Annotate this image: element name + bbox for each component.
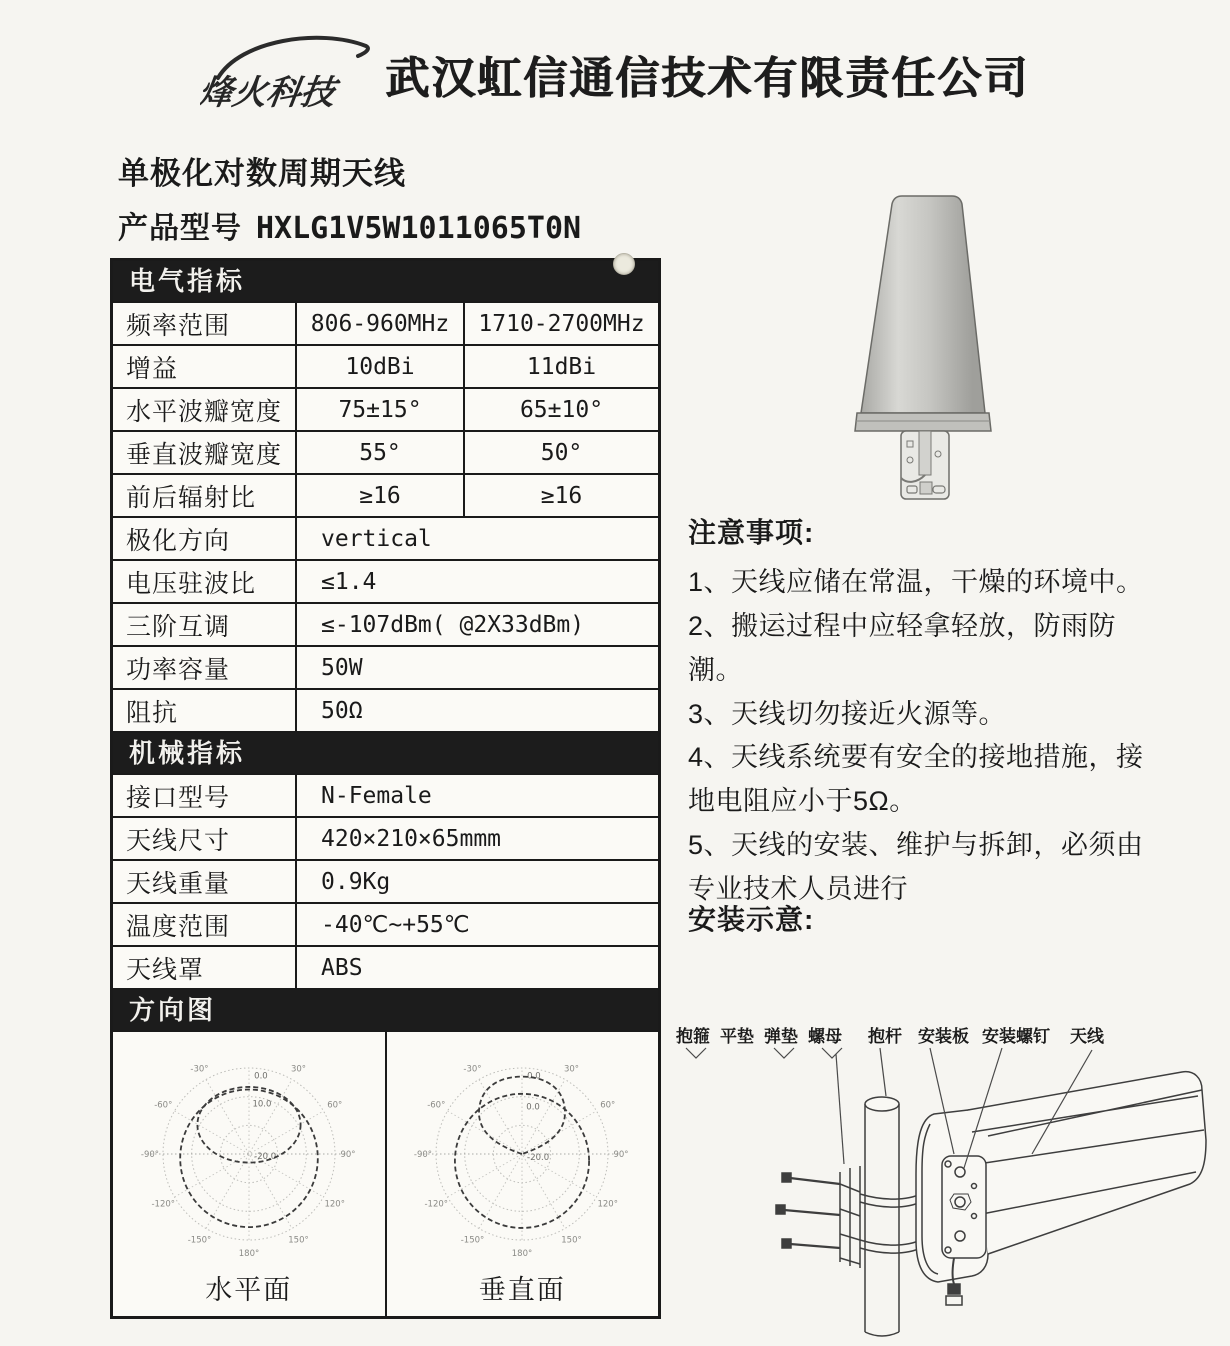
svg-text:-60°: -60° — [427, 1100, 446, 1111]
spec-label: 功率容量 — [126, 655, 231, 684]
section-bar-electrical — [113, 261, 658, 301]
spec-label: 天线尺寸 — [126, 826, 231, 855]
note-item-2: 2、搬运过程中应轻拿轻放，防雨防潮。 — [688, 611, 1117, 685]
install-label-mount-screws: 安装螺钉 — [982, 1027, 1050, 1046]
spec-value-band1: 75±15° — [295, 389, 463, 430]
installation-line-art — [672, 1044, 1230, 1344]
spec-value-band2: 11dBi — [463, 346, 658, 387]
horizontal-pattern-chart — [118, 1036, 380, 1268]
spec-value-band1: 10dBi — [295, 346, 463, 387]
svg-text:-150°: -150° — [187, 1235, 212, 1246]
svg-text:90°: 90° — [340, 1150, 356, 1160]
table-row-vswr — [113, 559, 658, 602]
spec-value: 50W — [295, 647, 658, 688]
spec-value: 0.9Kg — [295, 861, 658, 902]
svg-text:-90°: -90° — [414, 1150, 433, 1160]
spec-value: N-Female — [295, 775, 658, 816]
svg-text:60°: 60° — [326, 1100, 343, 1111]
spec-table — [110, 258, 661, 1319]
table-row-polarization — [113, 516, 658, 559]
spec-label: 天线罩 — [126, 955, 205, 984]
install-label-antenna: 天线 — [1070, 1027, 1104, 1046]
spec-value-band1: 806-960MHz — [295, 303, 463, 344]
spec-label: 垂直波瓣宽度 — [126, 440, 283, 469]
install-label-nut: 螺母 — [808, 1027, 842, 1046]
spec-label: 频率范围 — [126, 311, 231, 340]
install-label-spring-washer: 弹垫 — [764, 1027, 798, 1046]
svg-text:-20.0: -20.0 — [527, 1153, 550, 1164]
table-row-connector — [113, 773, 658, 816]
radome-body — [861, 196, 985, 413]
svg-text:-150°: -150° — [460, 1235, 485, 1246]
spec-value: 50Ω — [295, 690, 658, 731]
spec-value-band2: 50° — [463, 432, 658, 473]
svg-text:-90°: -90° — [140, 1150, 159, 1160]
spec-label: 阻抗 — [126, 698, 179, 727]
spec-label: 极化方向 — [126, 526, 231, 555]
model-label: 产品型号 — [118, 212, 242, 245]
note-item-3: 3、天线切勿接近火源等。 — [688, 698, 1007, 729]
spec-value: vertical — [295, 518, 658, 559]
vertical-pattern-caption: 垂直面 — [478, 1275, 566, 1305]
svg-text:120°: 120° — [324, 1199, 345, 1210]
antenna-product-photo — [843, 188, 1053, 510]
svg-text:30°: 30° — [564, 1064, 580, 1075]
spec-value-band2: 65±10° — [463, 389, 658, 430]
spec-label: 增益 — [126, 354, 179, 383]
install-label-mount-plate: 安装板 — [918, 1027, 969, 1046]
spec-label: 前后辐射比 — [126, 483, 257, 512]
logo-swoosh-icon — [200, 26, 380, 118]
page-title: 单极化对数周期天线 — [118, 156, 406, 191]
install-label-flat-washer: 平垫 — [720, 1027, 754, 1046]
install-heading: 安装示意: — [688, 904, 815, 935]
svg-text:150°: 150° — [561, 1235, 582, 1246]
spec-label: 温度范围 — [126, 912, 231, 941]
svg-text:60°: 60° — [600, 1100, 616, 1111]
svg-text:-120°: -120° — [424, 1199, 449, 1210]
spec-value: ABS — [295, 947, 658, 988]
svg-text:180°: 180° — [512, 1249, 533, 1259]
install-label-clamp: 抱箍 — [676, 1027, 710, 1046]
vertical-pattern-cell — [385, 1032, 659, 1316]
table-row-weight — [113, 859, 658, 902]
section-bar-pattern-label: 方向图 — [129, 995, 217, 1025]
model-value: HXLG1V5W1011065T0N — [256, 211, 582, 246]
table-row-gain — [113, 344, 658, 387]
section-bar-pattern — [113, 988, 658, 1030]
svg-text:30°: 30° — [290, 1064, 306, 1075]
table-row-vbeamwidth — [113, 430, 658, 473]
section-bar-electrical-label: 电气指标 — [129, 266, 246, 296]
spec-label: 接口型号 — [126, 783, 231, 812]
note-item-4: 4、天线系统要有安全的接地措施，接地电阻应小于5Ω。 — [688, 742, 1144, 817]
spec-label: 天线重量 — [126, 869, 231, 898]
radiation-pattern-plots — [113, 1030, 658, 1316]
company-name: 武汉虹信通信技术有限责任公司 — [385, 54, 1029, 103]
horizontal-pattern-cell — [113, 1032, 385, 1316]
table-row-fbratio — [113, 473, 658, 516]
note-item-1: 1、天线应储在常温，干燥的环境中。 — [688, 567, 1144, 598]
notes-heading: 注意事项: — [688, 517, 815, 548]
section-bar-mechanical-label: 机械指标 — [129, 738, 246, 768]
svg-text:-30°: -30° — [463, 1064, 482, 1075]
svg-text:0.0: 0.0 — [253, 1071, 268, 1082]
horizontal-pattern-caption: 水平面 — [205, 1275, 293, 1305]
table-row-impedance — [113, 688, 658, 731]
notes-section — [688, 510, 1166, 911]
svg-text:10.0: 10.0 — [252, 1099, 272, 1110]
spec-label: 水平波瓣宽度 — [126, 397, 283, 426]
install-label-pole: 抱杆 — [868, 1027, 902, 1046]
spec-value-band1: ≥16 — [295, 475, 463, 516]
table-row-hbeamwidth — [113, 387, 658, 430]
company-logo — [200, 26, 380, 118]
svg-text:0.0: 0.0 — [526, 1102, 541, 1113]
svg-text:-20.0: -20.0 — [253, 1152, 276, 1163]
spec-value-band2: 1710-2700MHz — [463, 303, 658, 344]
scan-artifact-dot — [613, 253, 635, 275]
svg-text:90°: 90° — [613, 1150, 629, 1160]
spec-value: ≤1.4 — [295, 561, 658, 602]
vertical-pattern-chart — [391, 1036, 653, 1268]
svg-text:150°: 150° — [288, 1235, 309, 1246]
note-item-5: 5、天线的安装、维护与拆卸，必须由专业技术人员进行 — [688, 829, 1144, 904]
logo-text: 烽火科技 — [200, 73, 338, 113]
section-bar-mechanical — [113, 731, 658, 773]
table-row-power — [113, 645, 658, 688]
spec-label: 三阶互调 — [126, 612, 231, 641]
product-model-line — [118, 203, 581, 247]
installation-diagram — [672, 1022, 1230, 1346]
table-row-radome — [113, 945, 658, 988]
svg-text:0.0: 0.0 — [527, 1071, 541, 1082]
spec-value-band2: ≥16 — [463, 475, 658, 516]
table-row-intermod — [113, 602, 658, 645]
svg-text:-60°: -60° — [153, 1100, 173, 1111]
svg-text:-30°: -30° — [190, 1064, 209, 1075]
svg-text:-120°: -120° — [151, 1199, 175, 1210]
table-row-frequency — [113, 301, 658, 344]
svg-text:120°: 120° — [597, 1199, 619, 1210]
spec-label: 电压驻波比 — [126, 569, 257, 598]
spec-value-band1: 55° — [295, 432, 463, 473]
spec-value: ≤-107dBm( @2X33dBm) — [295, 604, 658, 645]
spec-value: -40℃~+55℃ — [295, 904, 658, 945]
svg-text:180°: 180° — [238, 1249, 259, 1259]
spec-value: 420×210×65mmm — [295, 818, 658, 859]
table-row-temperature — [113, 902, 658, 945]
radome-skirt — [855, 413, 991, 431]
table-row-dimensions — [113, 816, 658, 859]
